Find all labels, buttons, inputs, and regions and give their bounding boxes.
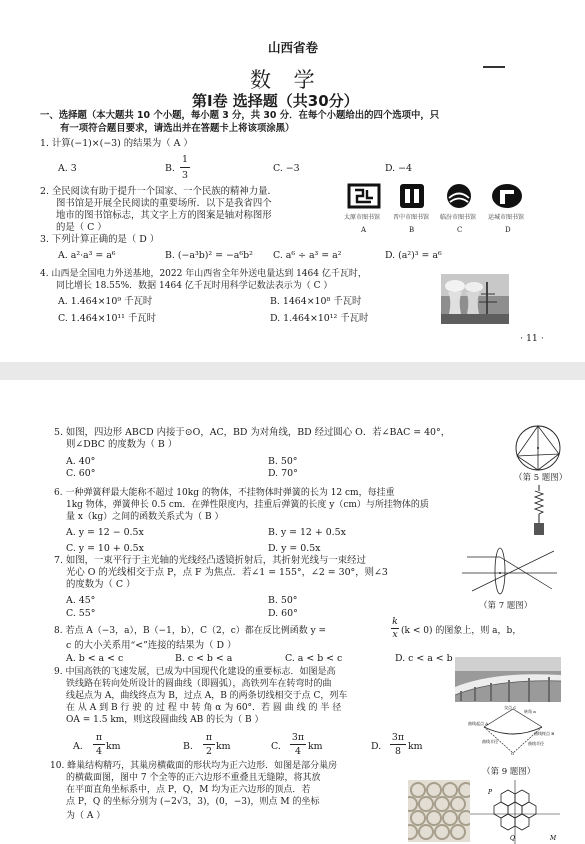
q5-option-d: D. 70° bbox=[268, 468, 298, 479]
convex-lens-figure bbox=[462, 545, 557, 597]
svg-text:Q: Q bbox=[510, 835, 515, 842]
q10-line-4: 点 P，Q 的坐标分别为 (−2√3，3)，(0，−3)，则点 M 的坐标 bbox=[66, 797, 320, 807]
q1-frac-den: 3 bbox=[182, 170, 188, 181]
section-instruction: 一、选择题（本大题共 10 个小题，每小题 3 分，共 30 分．在每个小题给出的四个选项中，只 bbox=[40, 110, 440, 121]
q6-option-b: B. y = 12 + 0.5x bbox=[268, 527, 346, 538]
q1-option-b: B. bbox=[165, 163, 175, 174]
q9-line-5: OA = 1.5 km，则这段圆曲线 AB 的长为（ B ） bbox=[66, 715, 264, 725]
q9-line-2: 铁线路在转向处所设计的圆曲线（即圆弧），高铁列车在转弯时的曲 bbox=[66, 679, 332, 689]
logo-label-d: D bbox=[505, 226, 511, 234]
q9-b-unit: km bbox=[216, 741, 231, 752]
q9-line-1: 9. 中国高铁的飞速发展，已成为中国现代化建设的重要标志．如图是高 bbox=[54, 667, 336, 677]
q4-line-2: 同比增长 18.55%．数据 1464 亿千瓦时用科学记数法表示为（ C ） bbox=[56, 281, 333, 291]
q1-stem: 1. 计算(−1)×(−3) 的结果为（ A ） bbox=[40, 138, 193, 149]
fraction-bar bbox=[390, 744, 406, 745]
svg-text:曲线终点 B: 曲线终点 B bbox=[534, 731, 555, 736]
q7-option-a: A. 45° bbox=[66, 595, 96, 606]
svg-text:曲线起点 A: 曲线起点 A bbox=[468, 721, 489, 726]
q7-option-b: B. 50° bbox=[268, 595, 298, 606]
q9-line-3: 线起点为 A，曲线终点为 B，过点 A，B 的两条切线相交于点 C，列车 bbox=[66, 691, 348, 701]
fraction-bar bbox=[180, 167, 190, 168]
q5-circle-figure bbox=[508, 420, 568, 476]
q5-figure-caption: （第 5 题图） bbox=[514, 473, 568, 483]
logo-label-c: C bbox=[457, 226, 463, 234]
svg-text:转角 α: 转角 α bbox=[524, 709, 536, 714]
svg-text:O: O bbox=[511, 751, 515, 755]
logo-label-a: A bbox=[361, 226, 367, 234]
q5-option-b: B. 50° bbox=[268, 456, 298, 467]
q1-frac-num: 1 bbox=[182, 154, 188, 165]
q5-option-c: C. 60° bbox=[66, 468, 96, 479]
q8-option-c: C. a < b < c bbox=[285, 653, 343, 664]
q6-option-c: C. y = 10 + 0.5x bbox=[66, 543, 144, 554]
q6-option-a: A. y = 12 − 0.5x bbox=[66, 527, 144, 538]
q9-option-a: A. bbox=[73, 741, 83, 752]
exam-page-2 bbox=[0, 380, 585, 844]
q6-line-2: 1kg 物体，弹簧伸长 0.5 cm．在弹性限度内，挂重后弹簧的长度 y（cm）与所挂物体的质 bbox=[66, 500, 429, 510]
q9-d-num: 3π bbox=[391, 732, 405, 743]
logo-text-b: 晋中市图书馆 bbox=[393, 214, 430, 221]
logo-text-c: 临汾市图书馆 bbox=[440, 214, 477, 221]
q9-c-num: 3π bbox=[291, 732, 305, 743]
q2-line-1: 2. 全民阅读有助于提升一个国家、一个民族的精神力量． bbox=[40, 186, 277, 197]
q7-figure-caption: （第 7 题图） bbox=[479, 601, 533, 611]
spring-scale-icon bbox=[528, 485, 550, 541]
section-instruction-cont: 有一项符合题目要求，请选出并在答题卡上将该项涂黑） bbox=[60, 123, 295, 134]
q8-option-b: B. c < b < a bbox=[175, 653, 233, 664]
q7-line-1: 7. 如图，一束平行于主光轴的光线经凸透镜折射后，其折射光线与一束经过 bbox=[54, 555, 366, 566]
q3-option-d: D. (a²)³ = a⁶ bbox=[385, 250, 442, 261]
q9-b-num: π bbox=[205, 732, 213, 743]
q8-frac-num: k bbox=[392, 616, 398, 627]
svg-text:P: P bbox=[488, 789, 493, 796]
q4-line-1: 4. 山西是全国电力外送基地，2022 年山西省全年外送电量达到 1464 亿千瓦时， bbox=[40, 269, 367, 279]
logo-text-a: 太原市图书馆 bbox=[344, 214, 381, 221]
q2-line-3: 地市的图书馆标志，其文字上方的图案是轴对称图形 bbox=[56, 210, 272, 221]
q10-line-2: 的横截面图，图中 7 个全等的正六边形不重叠且无缝隙，将其放 bbox=[66, 773, 321, 783]
q6-option-d: D. y = 0.5x bbox=[268, 543, 321, 554]
q7-line-2: 光心 O 的光线相交于点 P，点 F 为焦点．若∠1 = 155°，∠2 = 30°，则∠3 bbox=[66, 567, 388, 578]
q3-option-c: C. a⁶ ÷ a³ = a² bbox=[273, 250, 342, 261]
svg-text:曲线半径: 曲线半径 bbox=[482, 739, 498, 744]
q9-c-unit: km bbox=[308, 741, 323, 752]
svg-text:交点 C: 交点 C bbox=[504, 705, 517, 710]
q6-line-3: 量 x（kg）之间的函数关系式为（ B ） bbox=[66, 512, 224, 522]
q9-c-den: 4 bbox=[295, 746, 301, 757]
high-speed-rail-photo bbox=[455, 657, 561, 702]
logo-text-d: 运城市图书馆 bbox=[488, 214, 525, 221]
q2-line-4: 的是（ C ） bbox=[56, 222, 107, 233]
q10-line-1: 10. 蜂巢结构精巧，其巢房横截面的形状均为正六边形．如图是部分巢房 bbox=[50, 761, 338, 771]
q9-d-den: 8 bbox=[395, 746, 401, 757]
page-number: · 11 · bbox=[520, 333, 544, 344]
q8-frac-den: x bbox=[392, 629, 398, 640]
q3-option-a: A. a²·a³ = a⁶ bbox=[58, 250, 116, 261]
q8-line-1a: 8. 若点 A（−3，a），B（−1，b），C（2，c）都在反比例函数 y = bbox=[54, 626, 327, 636]
exam-page-1 bbox=[0, 0, 585, 362]
q5-option-a: A. 40° bbox=[66, 456, 96, 467]
q9-a-num: π bbox=[95, 732, 103, 743]
fraction-bar bbox=[290, 744, 306, 745]
q4-option-a: A. 1.464×10⁹ 千瓦时 bbox=[58, 296, 153, 307]
q1-option-d: D. −4 bbox=[385, 163, 412, 174]
q6-line-1: 6. 一种弹簧秤最大能称不超过 10kg 的物体，不挂物体时弹簧的长为 12 cm，每挂重 bbox=[54, 488, 395, 498]
q4-option-d: D. 1.464×10¹² 千瓦时 bbox=[270, 313, 369, 324]
q9-option-b: B. bbox=[183, 741, 193, 752]
q9-option-d: D. bbox=[371, 741, 382, 752]
q9-b-den: 2 bbox=[206, 746, 212, 757]
q9-option-c: C. bbox=[271, 741, 281, 752]
q8-option-a: A. b < a < c bbox=[66, 653, 124, 664]
q8-line-2: c 的大小关系用“<”连接的结果为（ D ） bbox=[66, 640, 237, 651]
q9-a-unit: km bbox=[106, 741, 121, 752]
fraction-bar bbox=[93, 744, 105, 745]
svg-text:M: M bbox=[550, 835, 557, 842]
fraction-bar bbox=[203, 744, 215, 745]
q9-arc-diagram bbox=[466, 705, 560, 755]
province-title: 山西省卷 bbox=[268, 40, 319, 55]
q3-option-b: B. (−a³b)² = −a⁶b² bbox=[165, 250, 253, 261]
q9-figure-caption: （第 9 题图） bbox=[482, 767, 536, 777]
part-title: 第Ⅰ卷 选择题（共30分） bbox=[192, 92, 359, 110]
q8-option-d: D. c < a < b bbox=[395, 653, 453, 664]
q9-line-4: 在 从 A 到 B 行 驶 的 过 程 中 转 角 α 为 60°．若 圆 曲 线 的 半 径 bbox=[66, 703, 342, 713]
subject-title: 数 学 bbox=[250, 68, 323, 92]
q7-option-d: D. 60° bbox=[268, 608, 298, 619]
q5-line-1: 5. 如图，四边形 ABCD 内接于⊙O，AC，BD 为对角线，BD 经过圆心 O．若∠BAC = 40°， bbox=[54, 427, 451, 438]
hexagon-coordinate-figure bbox=[470, 780, 560, 844]
q2-line-2: 图书馆是开展全民阅读的重要场所．以下是我省四个 bbox=[56, 198, 272, 209]
q9-d-unit: km bbox=[408, 741, 423, 752]
power-plant-photo bbox=[441, 274, 509, 324]
q7-option-c: C. 55° bbox=[66, 608, 96, 619]
q1-option-a: A. 3 bbox=[58, 163, 77, 174]
honeycomb-photo bbox=[408, 780, 470, 842]
q3-stem: 3. 下列计算正确的是（ D ） bbox=[40, 234, 160, 245]
logo-label-b: B bbox=[409, 226, 415, 234]
q10-line-3: 在平面直角坐标系中，点 P，Q，M 均为正六边形的顶点．若 bbox=[66, 785, 311, 795]
q10-line-5: 为（ A ） bbox=[66, 811, 106, 821]
q5-line-2: 则∠DBC 的度数为（ B ） bbox=[66, 439, 178, 450]
divider bbox=[483, 66, 505, 68]
q9-a-den: 4 bbox=[96, 746, 102, 757]
q1-option-c: C. −3 bbox=[273, 163, 300, 174]
q7-line-3: 的度数为（ C ） bbox=[66, 579, 136, 590]
q4-option-c: C. 1.464×10¹¹ 千瓦时 bbox=[58, 313, 157, 324]
svg-text:曲线半径: 曲线半径 bbox=[528, 741, 544, 746]
q8-line-1b: (k < 0) 的图象上，则 a，b， bbox=[401, 626, 522, 636]
q4-option-b: B. 1464×10⁸ 千瓦时 bbox=[270, 296, 362, 307]
